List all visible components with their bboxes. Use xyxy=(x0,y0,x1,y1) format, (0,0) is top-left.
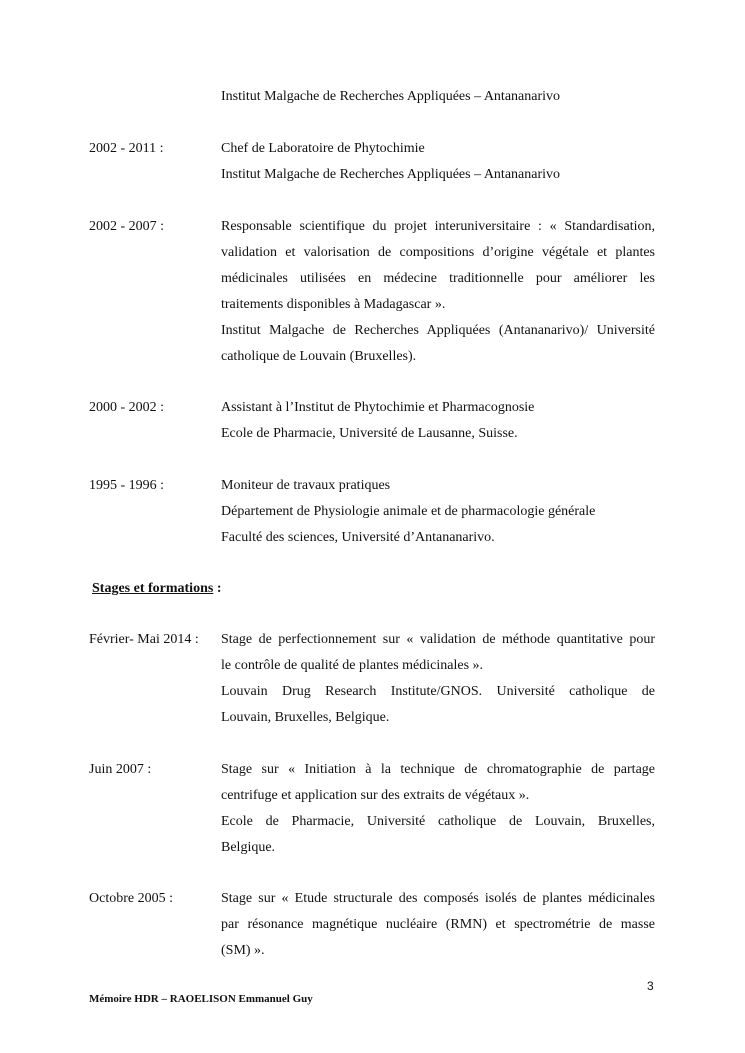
entry-line: Stage sur « Initiation à la technique de chromatographie de partage xyxy=(221,762,655,777)
entry-line: par résonance magnétique nucléaire (RMN) et spectrométrie de masse xyxy=(221,917,655,932)
entry-body xyxy=(221,886,655,964)
section-heading xyxy=(92,576,221,602)
entry-date: Février- Mai 2014 : xyxy=(89,632,199,647)
entry-body xyxy=(221,136,655,188)
entry-line: médicinales utilisées en médecine traditionnelle pour améliorer les xyxy=(221,271,655,286)
entry-line: Institut Malgache de Recherches Appliquées – Antananarivo xyxy=(221,89,561,104)
entry-date: 2002 - 2007 : xyxy=(89,219,165,234)
page-footer: Mémoire HDR – RAOELISON Emmanuel Guy xyxy=(89,993,313,1005)
entry-line: Stage de perfectionnement sur « validation de méthode quantitative pour xyxy=(221,632,655,647)
entry-date: 2000 - 2002 : xyxy=(89,400,165,415)
entry-date: Octobre 2005 : xyxy=(89,891,173,906)
section-heading-suffix: : xyxy=(213,581,222,596)
entry-line: Institut Malgache de Recherches Appliquées (Antananarivo)/ Université xyxy=(221,323,655,338)
entry-line: Moniteur de travaux pratiques xyxy=(221,478,391,493)
entry-body xyxy=(221,757,655,861)
entry-line: catholique de Louvain (Bruxelles). xyxy=(221,349,417,364)
entry-line: (SM) ». xyxy=(221,943,265,958)
entry-date: 1995 - 1996 : xyxy=(89,478,165,493)
entry-line: Belgique. xyxy=(221,840,276,855)
entry-line: Louvain, Bruxelles, Belgique. xyxy=(221,710,390,725)
entry-date: 2002 - 2011 : xyxy=(89,141,164,156)
entry-line: traitements disponibles à Madagascar ». xyxy=(221,297,446,312)
entry-line: Responsable scientifique du projet interuniversitaire : « Standardisation, xyxy=(221,219,655,234)
entry-line: Ecole de Pharmacie, Université de Lausanne, Suisse. xyxy=(221,426,518,441)
entry-body xyxy=(221,473,655,551)
entry-date: Juin 2007 : xyxy=(89,762,152,777)
entry-line: Département de Physiologie animale et de pharmacologie générale xyxy=(221,504,596,519)
entry-body xyxy=(221,627,655,731)
entry-line: Louvain Drug Research Institute/GNOS. Université catholique de xyxy=(221,684,655,699)
page-number: 3 xyxy=(647,979,654,993)
entry-line: Assistant à l’Institut de Phytochimie et Pharmacognosie xyxy=(221,400,535,415)
entry-line: validation et valorisation de compositions d’origine végétale et plantes xyxy=(221,245,655,260)
entry-line: Institut Malgache de Recherches Appliquées – Antananarivo xyxy=(221,167,561,182)
entry-line: Ecole de Pharmacie, Université catholique de Louvain, Bruxelles, xyxy=(221,814,655,829)
entry-line: Stage sur « Etude structurale des composés isolés de plantes médicinales xyxy=(221,891,655,906)
entry-body xyxy=(221,395,655,447)
entry-body xyxy=(221,84,655,110)
section-heading-label: Stages et formations xyxy=(92,581,214,596)
entry-line: centrifuge et application sur des extraits de végétaux ». xyxy=(221,788,530,803)
entry-body xyxy=(221,214,655,370)
entry-line: Faculté des sciences, Université d’Antananarivo. xyxy=(221,530,495,545)
entry-line: Chef de Laboratoire de Phytochimie xyxy=(221,141,425,156)
entry-line: le contrôle de qualité de plantes médicinales ». xyxy=(221,658,484,673)
